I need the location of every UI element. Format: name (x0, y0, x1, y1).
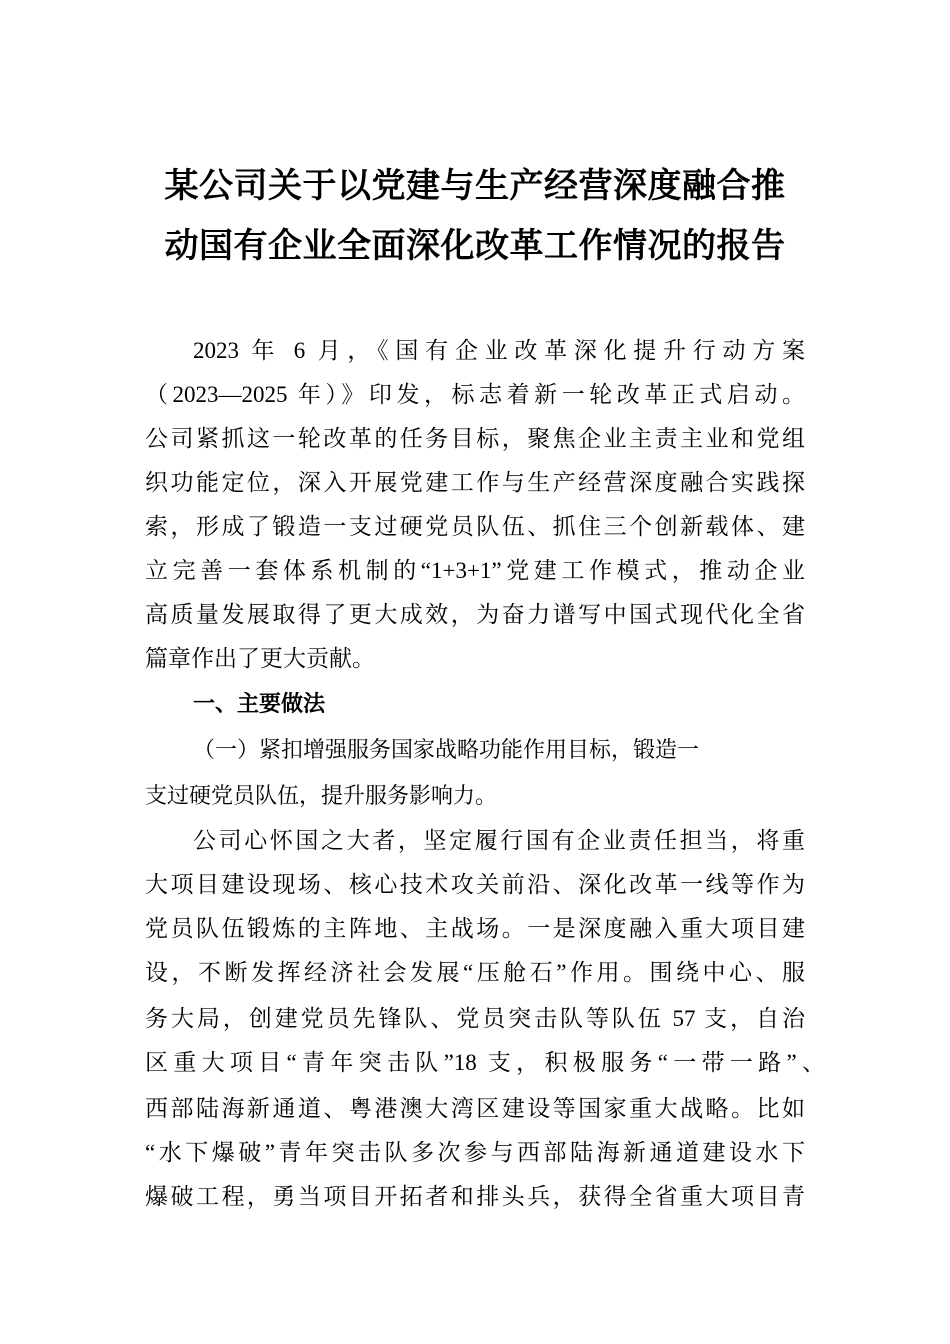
body-line: 区重大项目“青年突击队”18 支，积极服务“一带一路”、 (145, 1050, 825, 1075)
body-line: 西部陆海新通道、粤港澳大湾区建设等国家重大战略。比如 (145, 1096, 805, 1121)
intro-line: 公司紧抓这一轮改革的任务目标，聚焦企业主责主业和党组 (145, 426, 805, 451)
intro-line: 篇章作出了更大贡献。 (145, 646, 375, 671)
body-line: 爆破工程，勇当项目开拓者和排头兵，获得全省重大项目青 (145, 1184, 805, 1209)
body-line: “水下爆破”青年突击队多次参与西部陆海新通道建设水下 (145, 1140, 805, 1165)
intro-line: 高质量发展取得了更大成效，为奋力谱写中国式现代化全省 (145, 602, 805, 627)
document-title-line-1: 某公司关于以党建与生产经营深度融合推 (164, 166, 786, 206)
subsection-heading-line-1: （一）紧扣增强服务国家战略功能作用目标，锻造一 (193, 738, 700, 763)
document-title-line-2: 动国有企业全面深化改革工作情况的报告 (164, 226, 786, 266)
intro-line: 立完善一套体系机制的“1+3+1”党建工作模式，推动企业 (145, 558, 805, 583)
body-line: 党员队伍锻炼的主阵地、主战场。一是深度融入重大项目建 (145, 916, 805, 941)
body-line: 务大局，创建党员先锋队、党员突击队等队伍 57 支，自治 (145, 1006, 805, 1031)
body-line: 设，不断发挥经济社会发展“压舱石”作用。围绕中心、服 (145, 960, 805, 985)
intro-line: 织功能定位，深入开展党建工作与生产经营深度融合实践探 (145, 470, 805, 495)
intro-line: 2023 年 6 月，《国有企业改革深化提升行动方案 (193, 338, 805, 363)
intro-line: （2023—2025 年）》印发，标志着新一轮改革正式启动。 (145, 382, 805, 407)
subsection-heading-line-2: 支过硬党员队伍，提升服务影响力。 (145, 784, 498, 809)
intro-line: 索，形成了锻造一支过硬党员队伍、抓住三个创新载体、建 (145, 514, 805, 539)
body-line: 大项目建设现场、核心技术攻关前沿、深化改革一线等作为 (145, 872, 805, 897)
body-line: 公司心怀国之大者，坚定履行国有企业责任担当，将重 (193, 828, 805, 853)
section-heading: 一、主要做法 (193, 692, 326, 717)
